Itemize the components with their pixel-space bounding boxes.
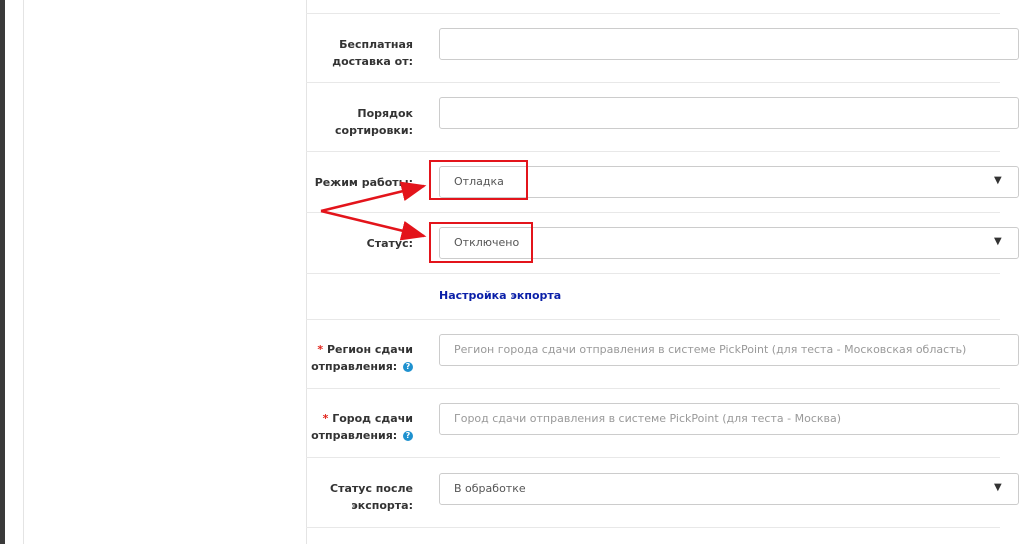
required-marker: * <box>322 412 329 425</box>
help-icon[interactable]: ? <box>403 431 413 441</box>
required-marker: * <box>317 343 324 356</box>
status-after-export-select[interactable]: В обработке <box>439 473 1019 505</box>
mode-label: Режим работы: <box>314 176 413 189</box>
mode-select[interactable]: Отладка <box>439 166 1019 198</box>
status-select[interactable]: Отключено <box>439 227 1019 259</box>
chevron-down-icon: ▼ <box>994 236 1002 247</box>
region-label-text: Регион сдачи отправления: <box>311 343 413 373</box>
arrow-to-status <box>321 211 424 236</box>
chevron-down-icon: ▼ <box>994 175 1002 186</box>
status-label: Статус: <box>366 237 413 250</box>
status-after-export-label: Статус после экспорта: <box>330 482 413 512</box>
sort-order-label: Порядок сортировки: <box>335 107 413 137</box>
help-icon[interactable]: ? <box>403 362 413 372</box>
free-shipping-label: Бесплатная доставка от: <box>332 38 413 68</box>
region-input[interactable]: Регион города сдачи отправления в системе PickPoint (для теста - Московская область) <box>439 334 1019 366</box>
export-settings-link[interactable]: Настройка экпорта <box>439 289 562 302</box>
city-input[interactable]: Город сдачи отправления в системе PickPoint (для теста - Москва) <box>439 403 1019 435</box>
arrow-to-mode <box>321 186 424 211</box>
city-label-text: Город сдачи отправления: <box>311 412 413 442</box>
chevron-down-icon: ▼ <box>994 482 1002 493</box>
